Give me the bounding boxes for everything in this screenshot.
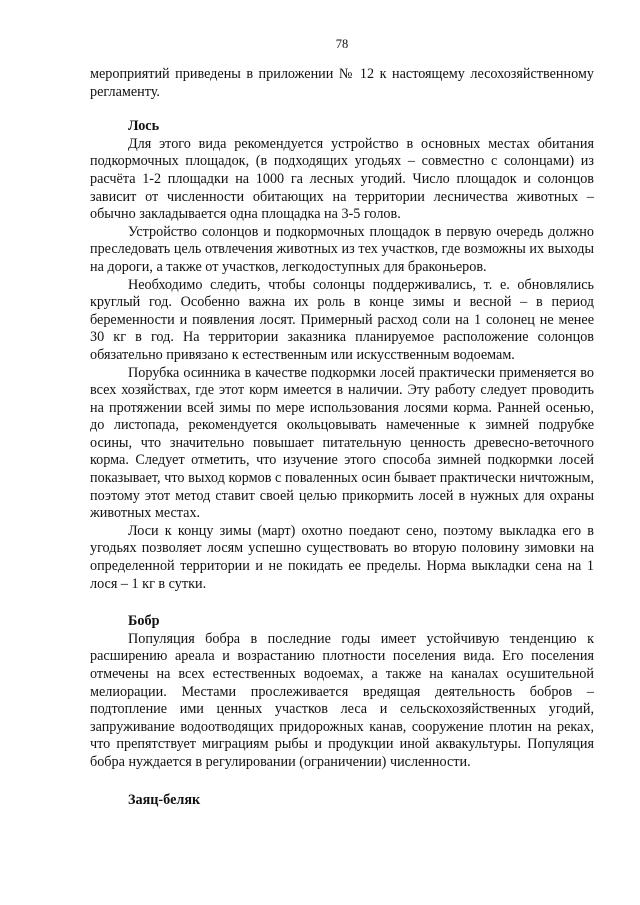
moose-paragraph-1: Для этого вида рекомендуется устройство в основных местах обитания подкормочных площадок, (в подходящих угодьях – совместно с солонцами) из расчёта 1-2 площадки на 1000 га лесных угодий. Число площадок и солонцов зависит от численности обитающих на территории лесничества животных – обычно закладывается одна площадка на 3-5 голов.	[90, 135, 594, 223]
beaver-paragraph-1: Популяция бобра в последние годы имеет устойчивую тенденцию к расширению ареала и возрастанию плотности поселения вида. Его поселения отмечены на всех естественных водоемах, а также на каналах осушительной мелиорации. Местами прослеживается вредящая деятельность бобров – подтопление ими ценных участков леса и сельскохозяйственных угодий, запруживание водоотводящих придорожных канав, сооружение плотин на реках, что препятствует миграциям рыбы и продукции иной аквакультуры. Популяция бобра нуждается в регулировании (ограничении) численности.	[90, 630, 594, 770]
section-heading-hare: Заяц-беляк	[128, 791, 201, 808]
section-heading-moose: Лось	[128, 118, 160, 135]
page-number: 78	[335, 37, 349, 51]
moose-paragraph-4: Порубка осинника в качестве подкормки лосей практически применяется во всех хозяйствах, где этот корм имеется в наличии. Эту работу следует проводить на протяжении всей зимы по мере использования лосями корма. Ранней осенью, до листопада, рекомендуется окольцовывать намеченные к зимней подрубке осины, что значительно повышает питательную ценность древесно-веточного корма. Следует отметить, что изучение этого способа зимней подкормки лосей показывает, что выход кормов с поваленных осин бывает практически ничтожным, поэтому этот метод ставит своей целью прикормить лосей в нужных для охраны животных местах.	[90, 364, 594, 522]
moose-paragraph-5: Лоси к концу зимы (март) охотно поедают сено, поэтому выкладка его в угодьях позволяет лосям успешно существовать во вторую половину зимовки на определенной территории и не покидать ее пределы. Норма выкладки сена на 1 лося – 1 кг в сутки.	[90, 522, 594, 592]
section-heading-beaver: Бобр	[128, 613, 160, 630]
moose-paragraph-3: Необходимо следить, чтобы солонцы поддерживались, т. е. обновлялись круглый год. Особенно важна их роль в конце зимы и весной – в период беременности и появления лосят. Примерный расход соли на 1 солонец не менее 30 кг в год. На территории заказника планируемое расположение солонцов обязательно привязано к естественным или искусственным водоемам.	[90, 276, 594, 363]
moose-paragraph-2: Устройство солонцов и подкормочных площадок в первую очередь должно преследовать цель отвлечения животных из тех участков, где возможны их выходы на дороги, а также от участков, легкодоступных для браконьеров.	[90, 223, 594, 275]
intro-paragraph: мероприятий приведены в приложении № 12 к настоящему лесохозяйственному регламенту.	[90, 66, 594, 100]
